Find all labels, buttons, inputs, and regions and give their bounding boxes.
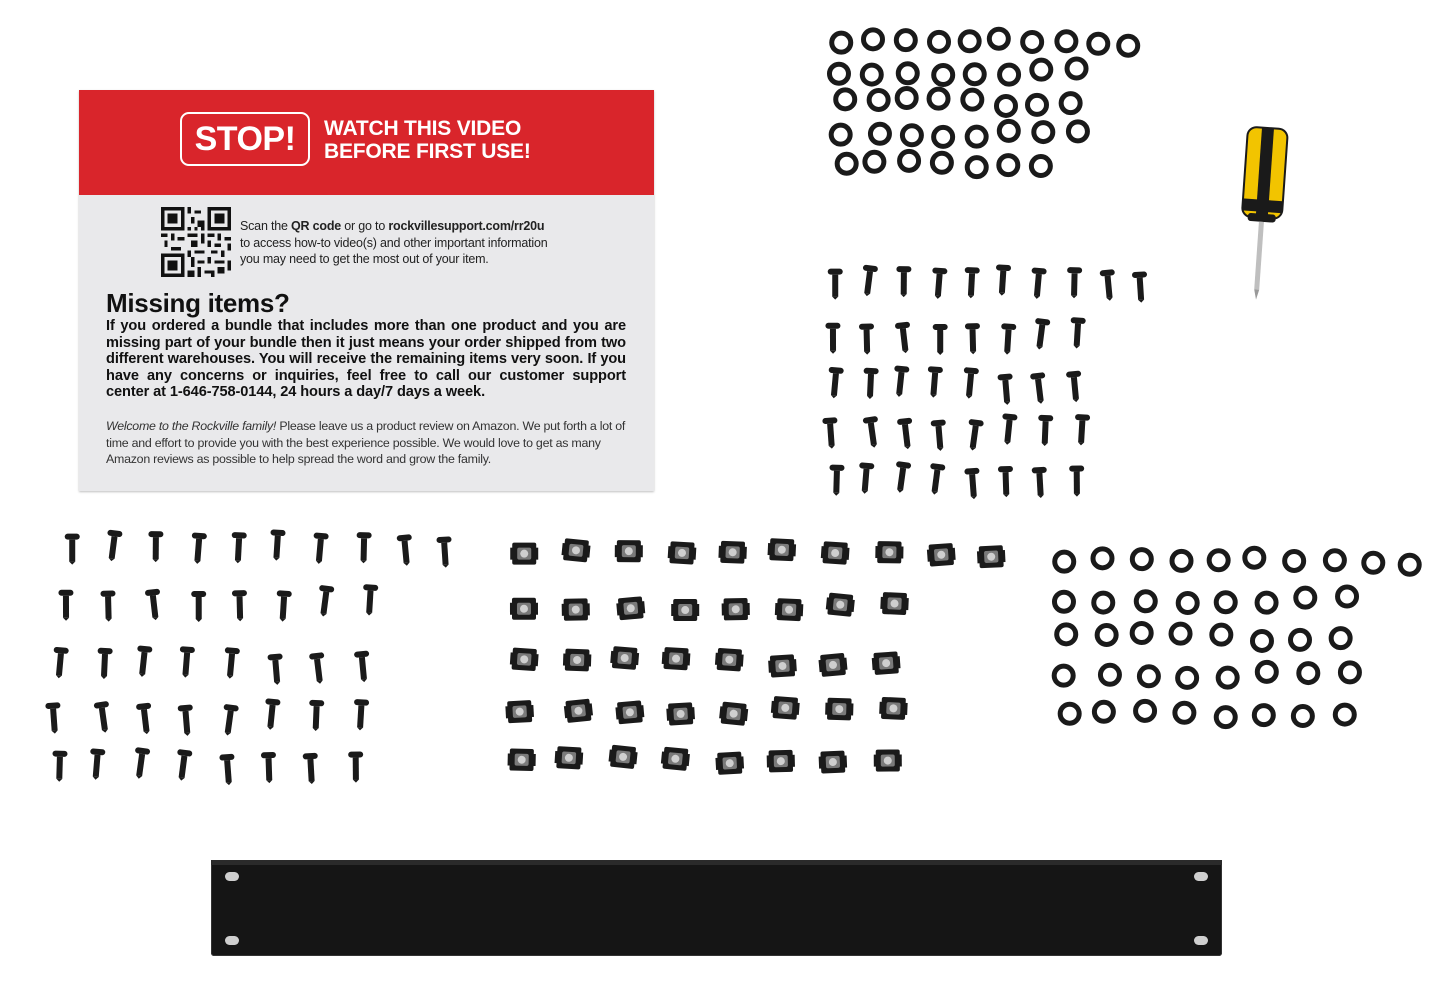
welcome-italic: Welcome to the Rockville family! [106, 419, 277, 433]
stop-badge: STOP! [180, 112, 310, 166]
panel-hole-tl [225, 872, 239, 881]
support-url: rockvillesupport.com/rr20u [388, 219, 545, 233]
screwdriver-icon [1236, 127, 1288, 301]
watch-line-1: WATCH THIS VIDEO [324, 117, 522, 140]
missing-items-heading: Missing items? [106, 288, 290, 318]
scan-line-3: you may need to get the most out of your item. [240, 252, 489, 266]
watch-line-2: BEFORE FIRST USE! [324, 140, 531, 163]
blank-rack-panel [211, 860, 1222, 956]
panel-hole-br [1194, 936, 1208, 945]
panel-hole-tr [1194, 872, 1208, 881]
scan-mid: or go to [341, 219, 389, 233]
welcome-body: Please leave us a product review on Amazon. We put forth a lot of time and effort to provide you with the best experience possible. We would love to get as many Amazon reviews as possible to help spread the word and grow the family. [106, 419, 626, 467]
missing-items-body: If you ordered a bundle that includes more than one product and you are missing part of your bundle then it just means your order shipped from two different warehouses. You will receive the remaining items very soon. If you have any concerns or inquiries, feel free to call our customer support center at 1-646-758-0144, 24 hours a day/7 days a week. [106, 318, 626, 401]
panel-hole-bl [225, 936, 239, 945]
panel-edge [211, 860, 1222, 865]
scan-qr-label: QR code [291, 219, 342, 233]
scan-line-2: to access how-to video(s) and other important information [240, 235, 548, 250]
scan-prefix: Scan the [240, 219, 292, 233]
